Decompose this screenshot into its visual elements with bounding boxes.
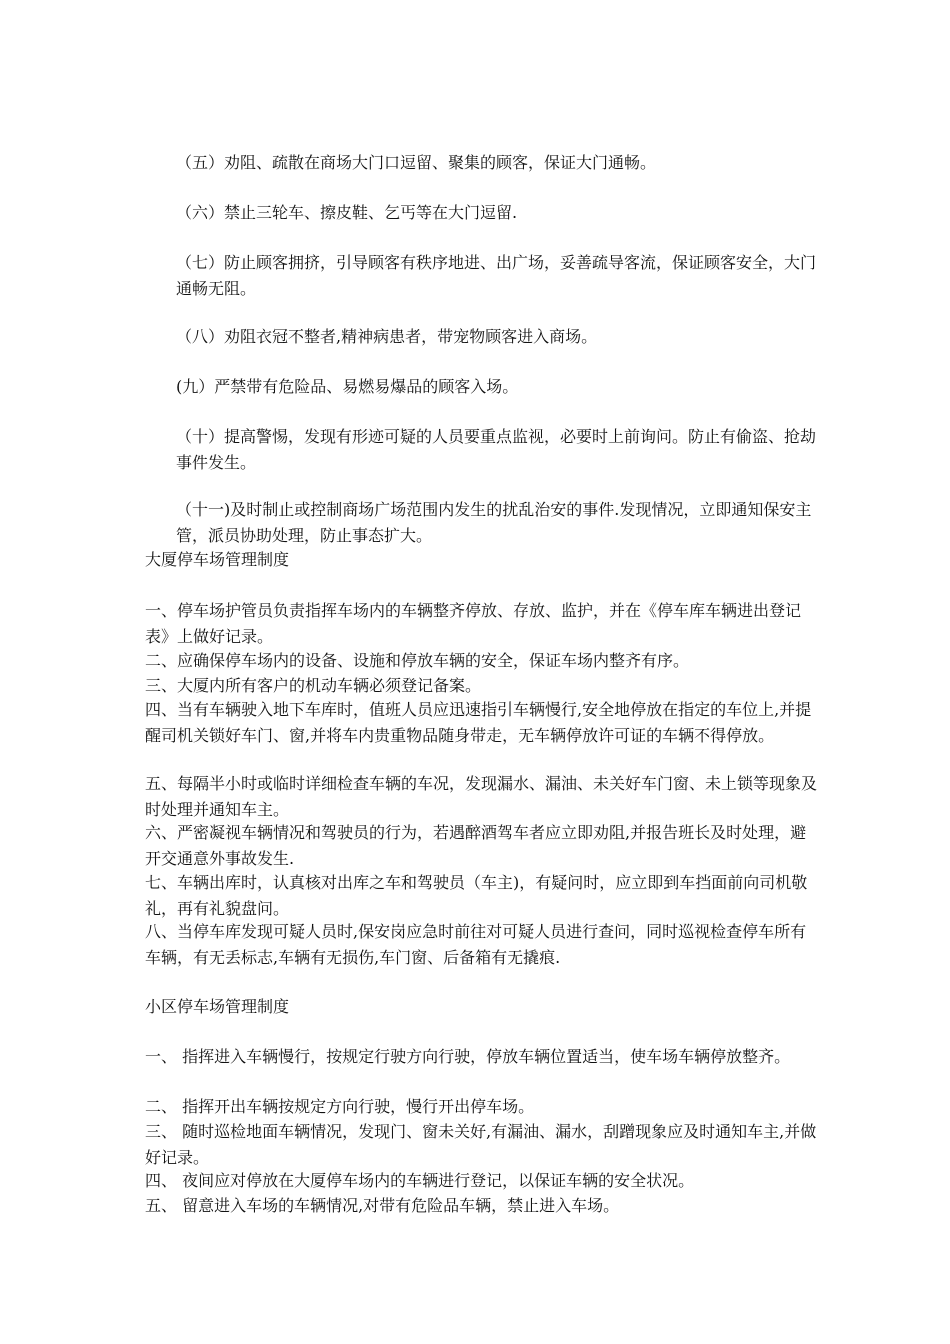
duty-item-10: （十）提高警惕，发现有形迹可疑的人员要重点监视，必要时上前询问。防止有偷盗、抢劫事件发生。 — [176, 427, 817, 472]
duty-item-5: （五）劝阻、疏散在商场大门口逗留、聚集的顾客，保证大门通畅。 — [176, 153, 657, 172]
section-title-residential-parking: 小区停车场管理制度 — [145, 997, 290, 1016]
section-title-building-parking: 大厦停车场管理制度 — [145, 550, 290, 569]
duty-item-7: （七）防止顾客拥挤，引导顾客有秩序地进、出广场，妥善疏导客流，保证顾客安全，大门通畅无阻。 — [176, 253, 817, 298]
building-rule-3: 三、大厦内所有客户的机动车辆必须登记备案。 — [145, 676, 482, 695]
building-rule-1: 一、停车场护管员负责指挥车场内的车辆整齐停放、存放、监护，并在《停车库车辆进出登记表》上做好记录。 — [145, 601, 802, 646]
building-rule-4: 四、当有车辆驶入地下车库时，值班人员应迅速指引车辆慢行,安全地停放在指定的车位上,并提醒司机关锁好车门、窗,并将车内贵重物品随身带走，无车辆停放许可证的车辆不得停放。 — [145, 700, 812, 745]
building-rule-7: 七、车辆出库时，认真核对出库之车和驾驶员（车主)，有疑问时，应立即到车挡面前向司机敬礼，再有礼貌盘问。 — [145, 873, 808, 918]
residential-rule-4: 四、 夜间应对停放在大厦停车场内的车辆进行登记，以保证车辆的安全状况。 — [145, 1171, 695, 1190]
building-rule-6: 六、严密凝视车辆情况和驾驶员的行为，若遇醉酒驾车者应立即劝阻,并报告班长及时处理，避开交通意外事故发生. — [145, 823, 807, 868]
residential-rule-3: 三、 随时巡检地面车辆情况，发现门、窗未关好,有漏油、漏水，刮蹭现象应及时通知车主,并做好记录。 — [145, 1122, 817, 1167]
residential-rule-2: 二、 指挥开出车辆按规定方向行驶，慢行开出停车场。 — [145, 1097, 535, 1116]
residential-rule-1: 一、 指挥进入车辆慢行，按规定行驶方向行驶，停放车辆位置适当，使车场车辆停放整齐。 — [145, 1047, 791, 1066]
duty-item-9: (九）严禁带有危险品、易燃易爆品的顾客入场。 — [176, 377, 519, 396]
residential-rule-5: 五、 留意进入车场的车辆情况,对带有危险品车辆，禁止进入车场。 — [145, 1196, 620, 1215]
duty-item-11: （十一)及时制止或控制商场广场范围内发生的扰乱治安的事件.发现情况，立即通知保安主管，派员协助处理，防止事态扩大。 — [176, 500, 812, 545]
building-rule-2: 二、应确保停车场内的设备、设施和停放车辆的安全，保证车场内整齐有序。 — [145, 651, 690, 670]
building-rule-8: 八、当停车库发现可疑人员时,保安岗应急时前往对可疑人员进行查问，同时巡视检查停车所有车辆，有无丢标志,车辆有无损伤,车门窗、后备箱有无撬痕. — [145, 922, 807, 967]
duty-item-6: （六）禁止三轮车、擦皮鞋、乞丐等在大门逗留. — [176, 203, 518, 222]
building-rule-5: 五、每隔半小时或临时详细检查车辆的车况，发现漏水、漏油、未关好车门窗、未上锁等现象及时处理并通知车主。 — [145, 774, 818, 819]
duty-item-8: （八）劝阻衣冠不整者,精神病患者，带宠物顾客进入商场。 — [176, 327, 598, 346]
